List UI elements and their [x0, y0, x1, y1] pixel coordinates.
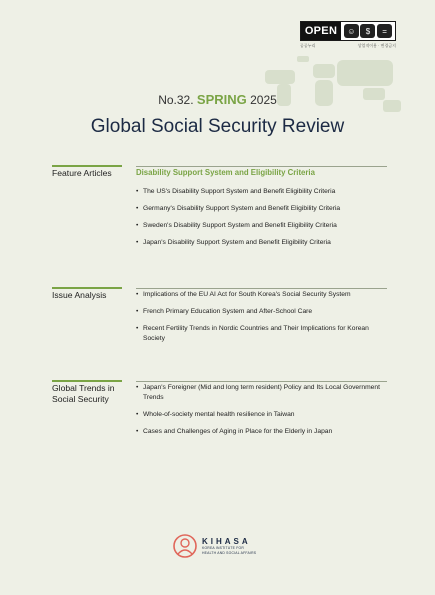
- open-license-label: OPEN: [301, 22, 341, 40]
- list-item: • French Primary Education System and After-School Care: [136, 307, 387, 317]
- cc-noderivs-icon: =: [377, 24, 392, 38]
- open-license-badge: [300, 21, 396, 41]
- list-item: • Japan's Foreigner (Mid and long term resident) Policy and Its Local Government Trends: [136, 383, 387, 402]
- section-label: Issue Analysis: [52, 290, 107, 300]
- section-divider-gray: [136, 288, 387, 289]
- logo-name: KIHASA: [202, 537, 251, 546]
- section-divider-green: [52, 165, 122, 167]
- page-title: Global Social Security Review: [90, 116, 345, 137]
- section-label: Feature Articles: [52, 168, 112, 178]
- license-caption-right: 상업적이용 · 변경금지: [357, 43, 396, 48]
- issue-line: [0, 92, 435, 107]
- list-item: • The US's Disability Support System and Benefit Eligibility Criteria: [136, 187, 387, 197]
- list-item: • Implications of the EU AI Act for South Korea's Social Security System: [136, 290, 387, 300]
- cc-noncommercial-icon: $: [360, 24, 375, 38]
- section-body: [136, 383, 387, 444]
- issue-season: SPRING: [196, 92, 247, 107]
- list-item: • Japan's Disability Support System and Benefit Eligibility Criteria: [136, 238, 387, 248]
- logo-text: [202, 537, 256, 555]
- section-divider-gray: [136, 381, 387, 382]
- section-label: Global Trends in Social Security: [52, 383, 115, 404]
- logo-sub-line: HEALTH AND SOCIAL AFFAIRS: [202, 550, 257, 555]
- logo-sub-line: KOREA INSTITUTE FOR: [202, 546, 245, 550]
- cc-attribution-icon: ☺: [344, 24, 359, 38]
- issue-number: No.32.: [158, 93, 194, 107]
- section-divider-green: [52, 380, 122, 382]
- list-item: • Recent Fertility Trends in Nordic Countries and Their Implications for Korean Society: [136, 324, 387, 343]
- section-body: [136, 290, 387, 351]
- list-item: • Whole-of-society mental health resilience in Taiwan: [136, 410, 387, 420]
- list-item: • Sweden's Disability Support System and Benefit Eligibility Criteria: [136, 221, 387, 231]
- kihasa-logo: [172, 531, 292, 561]
- section-body: [136, 168, 387, 255]
- license-caption-left: 공공누리: [300, 43, 316, 48]
- list-item: • Germany's Disability Support System and Benefit Eligibility Criteria: [136, 204, 387, 214]
- section-heading: Disability Support System and Eligibility Criteria: [136, 168, 315, 177]
- list-item: • Cases and Challenges of Aging in Place for the Elderly in Japan: [136, 427, 387, 437]
- section-divider-gray: [136, 166, 387, 167]
- cc-icons: [341, 22, 395, 40]
- section-divider-green: [52, 287, 122, 289]
- license-caption: [300, 43, 396, 49]
- kihasa-logo-icon: [172, 533, 198, 559]
- issue-year: 2025: [250, 93, 277, 107]
